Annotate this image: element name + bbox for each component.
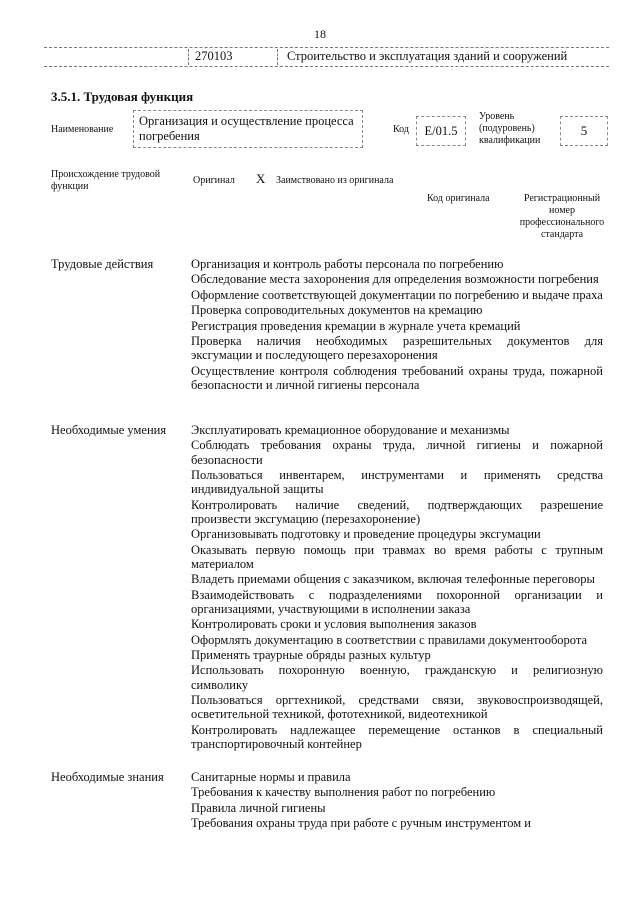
list-item: Владеть приемами общения с заказчиком, включая телефонные переговоры [191,572,595,587]
list-item: Организация и контроль работы персонала по погребению [191,257,504,271]
list-item: Требования к качеству выполнения работ по погребению [191,785,496,800]
list-item: Взаимодействовать с подразделениями похоронной организации и организациями, участвующими в исполнении заказа [191,587,603,616]
list-item: Оформлять документацию в соответствии с правилами документооборота [191,632,588,647]
original-code-label: Код оригинала [427,193,490,204]
list-item: Осуществление контроля соблюдения требований охраны труда, пожарной безопасности и личной гигиены персонала [191,363,603,392]
specialty-code: 270103 [188,49,278,65]
list-item: Оформление соответствующей документации по погребению и выдаче праха [191,287,603,302]
specialty-name: Строительство и эксплуатация зданий и сооружений [287,49,568,63]
level-label: Уровень (подуровень) квалификации [479,111,541,146]
list-item: Оказывать первую помощь при травмах во время работы с трупным материалом [191,542,603,571]
list-item: Контролировать сроки и условия выполнения заказов [191,617,477,632]
list-item: Применять траурные обряды разных культур [191,647,431,662]
list-item: Контролировать надлежащее перемещение останков в специальный транспортировочный контейнер [191,722,603,751]
reg-number-label: Регистрационный номер профессионального стандарта [519,193,605,240]
list-item: Использовать похоронную военную, гражданскую и религиозную символику [191,663,603,692]
actions-list [191,257,603,393]
list-item: Обследование места захоронения для определения возможности погребения [191,272,599,287]
list-item: Требования охраны труда при работе с ручным инструментом и [191,816,531,831]
list-item: Контролировать наличие сведений, подтверждающих разрешение произвести эксгумацию (перезахоронение) [191,497,603,526]
list-item: Правила личной гигиены [191,800,326,815]
skills-list [191,423,603,752]
name-label: Наименование [51,124,114,135]
code-label: Код [393,124,409,135]
original-mark: Х [256,171,266,186]
function-code-box: Е/01.5 [416,116,466,146]
list-item: Эксплуатировать кремационное оборудование и механизмы [191,423,510,437]
page-number: 18 [314,27,326,41]
list-item: Санитарные нормы и правила [191,770,351,784]
section-label-actions: Трудовые действия [51,257,154,271]
list-item: Пользоваться инвентарем, инструментами и применять средства индивидуальной защиты [191,467,603,497]
list-item: Пользоваться оргтехникой, средствами связи, звуковоспроизводящей, осветительной техникой, фототехникой, видеотехникой [191,692,603,722]
function-name-box: Организация и осуществление процесса погребения [133,110,363,148]
list-item: Регистрация проведения кремации в журнале учета кремаций [191,318,521,333]
list-item: Организовывать подготовку и проведение процедуры эксгумации [191,527,541,542]
original-label: Оригинал [193,175,235,186]
section-label-knowledge: Необходимые знания [51,770,164,784]
list-item: Проверка сопроводительных документов на кремацию [191,303,483,318]
origin-label: Происхождение трудовой функции [51,169,161,192]
list-item: Соблюдать требования охраны труда, личной гигиены и пожарной безопасности [191,438,603,467]
section-title: 3.5.1. Трудовая функция [51,89,194,104]
borrowed-label: Заимствовано из оригинала [276,175,394,186]
list-item: Проверка наличия необходимых разрешительных документов для эксгумации и последующего перезахоронения [191,333,603,363]
level-box: 5 [560,116,608,146]
knowledge-list [191,770,603,832]
section-label-skills: Необходимые умения [51,423,167,437]
